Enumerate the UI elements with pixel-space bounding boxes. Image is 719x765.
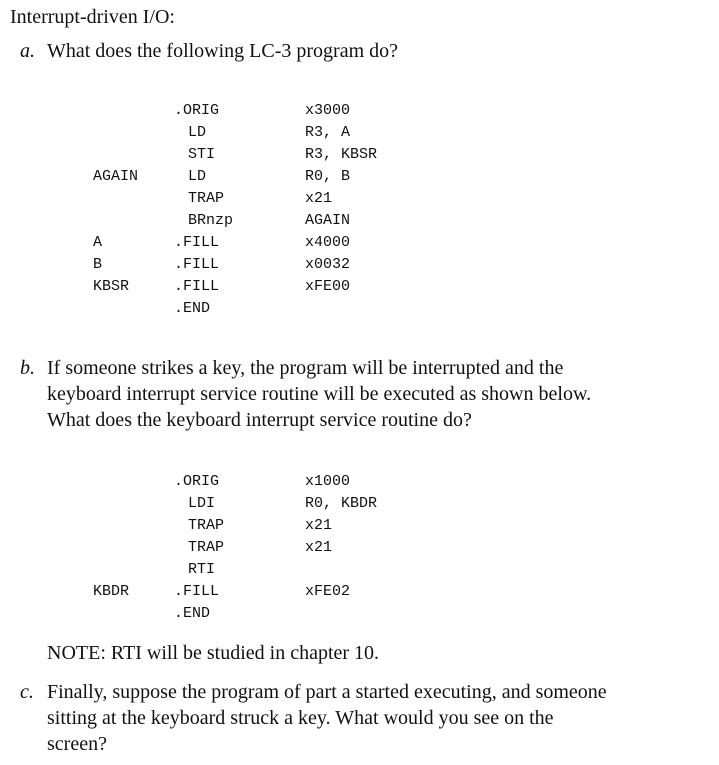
code-operand: x1000 bbox=[305, 473, 351, 490]
code-label: AGAIN bbox=[93, 168, 139, 185]
code-label: KBDR bbox=[93, 583, 130, 600]
code-operand: x3000 bbox=[305, 102, 351, 119]
code-operand: R0, KBDR bbox=[305, 495, 378, 512]
code-opcode: TRAP bbox=[188, 190, 225, 207]
code-opcode: LDI bbox=[188, 495, 216, 512]
code-operand: x0032 bbox=[305, 256, 351, 273]
part-b-line-2: keyboard interrupt service routine will be executed as shown below. bbox=[47, 383, 592, 405]
part-b-line-1: If someone strikes a key, the program will be interrupted and the bbox=[47, 357, 564, 379]
part-b-line-3: What does the keyboard interrupt service routine do? bbox=[47, 409, 472, 431]
part-a-label: a. bbox=[20, 40, 35, 62]
code-operand: R3, KBSR bbox=[305, 146, 378, 163]
part-c-line-1: Finally, suppose the program of part a started executing, and someone bbox=[47, 681, 607, 703]
code-operand: x4000 bbox=[305, 234, 351, 251]
code-operand: x21 bbox=[305, 517, 333, 534]
code-opcode: .ORIG bbox=[174, 473, 220, 490]
part-b-label: b. bbox=[20, 357, 35, 379]
part-c-line-2: sitting at the keyboard struck a key. What would you see on the bbox=[47, 707, 554, 729]
code-opcode: .END bbox=[174, 300, 211, 317]
code-opcode: LD bbox=[188, 124, 207, 141]
code-opcode: .FILL bbox=[174, 583, 220, 600]
code-operand: x21 bbox=[305, 539, 333, 556]
code-operand: R0, B bbox=[305, 168, 351, 185]
code-opcode: TRAP bbox=[188, 539, 225, 556]
code-opcode: BRnzp bbox=[188, 212, 234, 229]
code-operand: xFE00 bbox=[305, 278, 351, 295]
code-operand: xFE02 bbox=[305, 583, 351, 600]
heading: Interrupt-driven I/O: bbox=[10, 6, 175, 28]
part-c-label: c. bbox=[20, 681, 34, 703]
code-opcode: LD bbox=[188, 168, 207, 185]
code-opcode: .FILL bbox=[174, 234, 220, 251]
code-opcode: RTI bbox=[188, 561, 216, 578]
code-operand: AGAIN bbox=[305, 212, 351, 229]
code-operand: x21 bbox=[305, 190, 333, 207]
code-label: B bbox=[93, 256, 103, 273]
note: NOTE: RTI will be studied in chapter 10. bbox=[47, 642, 380, 664]
code-label: KBSR bbox=[93, 278, 130, 295]
part-c-line-3: screen? bbox=[47, 733, 107, 755]
part-a-question: What does the following LC-3 program do? bbox=[47, 40, 399, 62]
code-opcode: TRAP bbox=[188, 517, 225, 534]
code-operand: R3, A bbox=[305, 124, 351, 141]
code-label: A bbox=[93, 234, 103, 251]
code-opcode: .END bbox=[174, 605, 211, 622]
code-opcode: STI bbox=[188, 146, 216, 163]
code-opcode: .FILL bbox=[174, 278, 220, 295]
code-opcode: .FILL bbox=[174, 256, 220, 273]
code-opcode: .ORIG bbox=[174, 102, 220, 119]
